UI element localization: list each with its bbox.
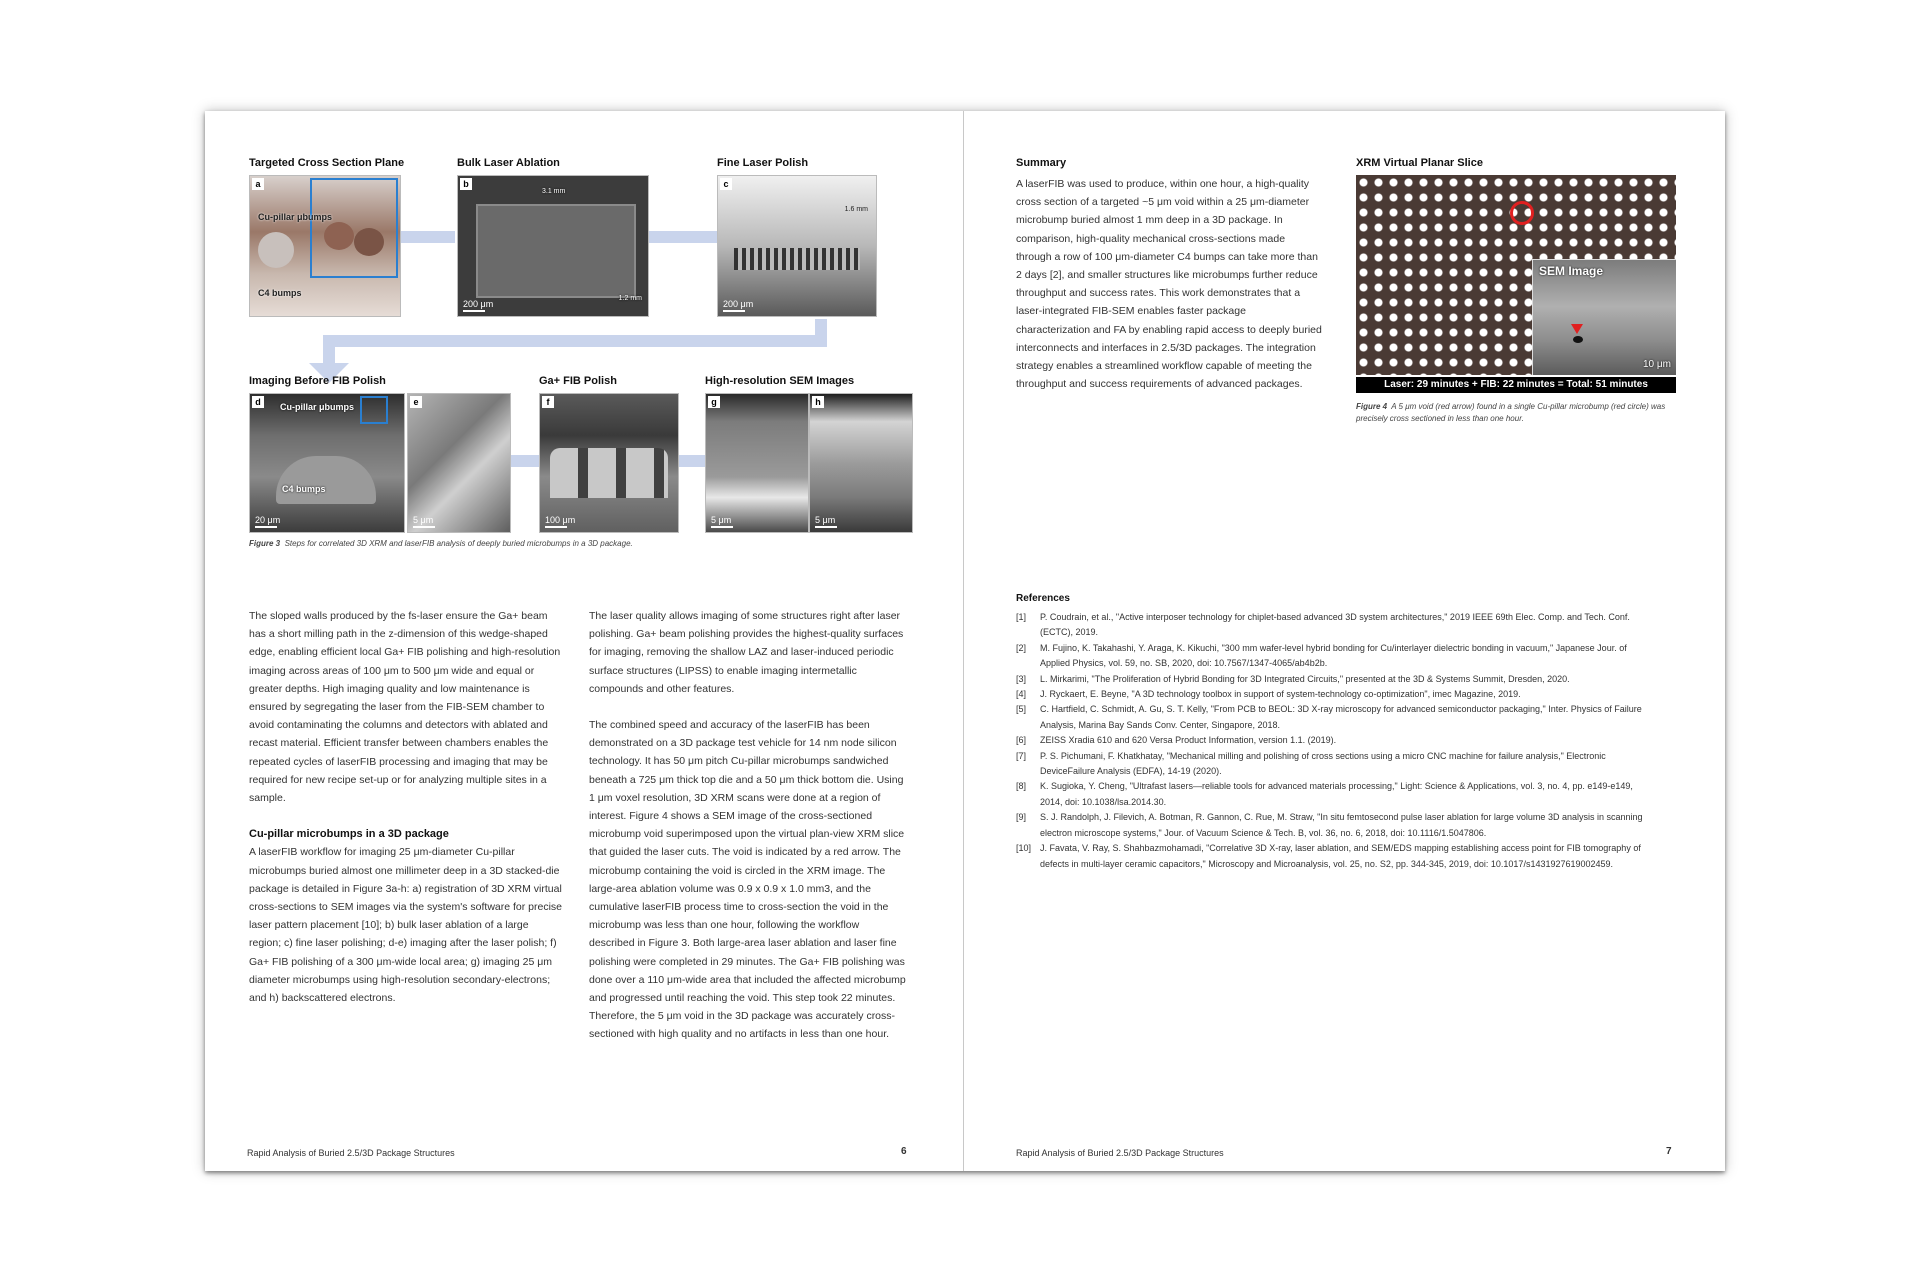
figure-3-caption bbox=[249, 539, 909, 548]
paragraph: The sloped walls produced by the fs-laser ensure the Ga+ beam has a short milling path in the z-dimension of this wedge-shaped edge, enabling efficient local Ga+ FIB polishing and high-resolution imaging across areas of 100 μm to 500 μm wide and equal or greater depths. High imaging quality and low maintenance is ensured by segregating the laser from the FIB-SEM chamber to avoid contaminating the columns and detectors with ablated and recast material. Efficient transfer between chambers enables the repeated cycles of laserFIB processing and imaging that may be required for new recipe set-up or for analyzing multiple sites in a sample. bbox=[249, 610, 561, 805]
c4-bump-section bbox=[276, 456, 376, 504]
flow-connector bbox=[323, 335, 335, 365]
figure-4-caption-text: A 5 μm void (red arrow) found in a single Cu-pillar microbump (red circle) was precisely cross sectioned in less than one hour. bbox=[1356, 402, 1666, 423]
figure-3-label: Figure 3 bbox=[249, 539, 281, 548]
references-list bbox=[1016, 610, 1656, 872]
reference-item: [2] M. Fujino, K. Takahashi, Y. Araga, K. Kikuchi, "300 mm wafer-level hybrid bonding for Cu/interlayer dielectric bonding in vacuum," Japanese Jour. of Applied Physics, vol. 59, no. SB, 2020, doi: 10.7567/1347-4065/ab4b2b. bbox=[1016, 642, 1627, 669]
brochure-spread bbox=[205, 111, 1725, 1171]
reference-item: [3] L. Mirkarimi, "The Proliferation of Hybrid Bonding for 3D Integrated Circuits," presented at the 3D & Systems Summit, Dresden, 2020. bbox=[1016, 673, 1570, 684]
void-mark bbox=[1573, 336, 1583, 343]
tag-c4-bumps: C4 bumps bbox=[258, 288, 302, 298]
figure-4-label: Figure 4 bbox=[1356, 402, 1388, 411]
scale-bar: 100 μm bbox=[545, 515, 575, 528]
reference-item: [6] ZEISS Xradia 610 and 620 Versa Product Information, version 1.1. (2019). bbox=[1016, 735, 1337, 746]
reference-item: [7] P. S. Pichumani, F. Khatkhatay, "Mechanical milling and polishing of cross sections using a micro CNC machine for failure analysis," Electronic DeviceFailure Analysis (EDFA), 14-19 (2020). bbox=[1016, 750, 1606, 777]
paragraph: The laser quality allows imaging of some structures right after laser polishing. Ga+ beam polishing provides the highest-quality surfaces for imaging, removing the shallow LAZ and laser-induced periodic surface structures (LIPSS) to enable imaging intermetallic compounds and other features. bbox=[589, 610, 904, 695]
panel-label-c: c bbox=[720, 178, 732, 190]
summary-heading: Summary bbox=[1016, 157, 1067, 169]
reference-item: [10] J. Favata, V. Ray, S. Shahbazmohamadi, "Correlative 3D X-ray, laser ablation, and SEM/EDS mapping establishing access point for FIB tomography of defects in multi-layer ceramic capacitors," Microscopy and Microanalysis, vol. 25, no. S2, pp. 344-345, 2019, doi: 10.1017/s1431927619002459. bbox=[1016, 843, 1641, 869]
paragraph: The combined speed and accuracy of the laserFIB has been demonstrated on a 3D package test vehicle for 14 nm node silicon technology. It has 50 μm pitch Cu-pillar microbumps sandwiched beneath a 725 μm thick top die and a 50 μm thick bottom die. Using 1 μm voxel resolution, 3D XRM scans were done at a region of interest. Figure 4 shows a SEM image of the cross-sectioned microbump void superimposed upon the virtual plan-view XRM slice that guided the laser cuts. The void is indicated by a red arrow. The microbump containing the void is circled in the XRM image. The large-area ablation volume was 0.9 x 0.9 x 1.0 mm3, and the cumulative laserFIB process time to cross-section the void in the microbump was less than one hour, following the workflow described in Figure 3. Both large-area laser ablation and laser fine polishing were completed in 29 minutes. The Ga+ FIB polishing was done over a 110 μm-wide area that included the affected microbump and progressed until reaching the void. This step took 22 minutes. Therefore, the 5 μm void in the 3D package was accurately cross-sectioned with high quality and no artifacts in less than one hour. bbox=[589, 719, 906, 1041]
panel-title-fine-laser-polish: Fine Laser Polish bbox=[717, 157, 809, 169]
reference-item: [4] J. Ryckaert, E. Beyne, "A 3D technology toolbox in support of system-technology co-optimization", imec Magazine, 2019. bbox=[1016, 689, 1521, 700]
dim-width: 3.1 mm bbox=[542, 188, 566, 195]
panel-title-targeted-cross-section: Targeted Cross Section Plane bbox=[249, 157, 405, 169]
scale-bar: 5 μm bbox=[413, 515, 435, 528]
panel-title-imaging-before-fib: Imaging Before FIB Polish bbox=[249, 375, 386, 387]
panel-a-xrm-render bbox=[249, 175, 401, 317]
tag-cu-pillar: Cu-pillar μbumps bbox=[280, 402, 355, 412]
dim-depth: 1.2 mm bbox=[618, 295, 642, 302]
tag-c4-bumps: C4 bumps bbox=[282, 484, 326, 494]
panel-g-secondary-electron-image bbox=[705, 393, 809, 533]
page-number: 6 bbox=[901, 1146, 907, 1157]
xrm-virtual-slice-image bbox=[1356, 175, 1676, 375]
scale-bar: 200 μm bbox=[463, 299, 493, 312]
figure-3-caption-text: Steps for correlated 3D XRM and laserFIB analysis of deeply buried microbumps in a 3D package. bbox=[284, 539, 633, 548]
tag-cu-pillar: Cu-pillar μbumps bbox=[258, 212, 333, 222]
panel-c-fine-polish-image bbox=[717, 175, 877, 317]
scale-bar: 200 μm bbox=[723, 299, 753, 312]
panel-label-f: f bbox=[542, 396, 554, 408]
section-heading: Cu-pillar microbumps in a 3D package bbox=[249, 828, 449, 841]
page-7 bbox=[964, 111, 1725, 1171]
panel-title-ga-fib-polish: Ga+ FIB Polish bbox=[539, 375, 617, 387]
sem-inset-image bbox=[1532, 259, 1676, 375]
panel-d-sem-image bbox=[249, 393, 405, 533]
panel-title-hi-res-sem: High-resolution SEM Images bbox=[705, 375, 855, 387]
zoom-box bbox=[360, 396, 388, 424]
page-number: 7 bbox=[1666, 1146, 1672, 1157]
panel-f-fib-polish-image bbox=[539, 393, 679, 533]
scale-bar: 20 μm bbox=[255, 515, 280, 528]
sem-image-label: SEM Image bbox=[1539, 264, 1604, 278]
panel-label-b: b bbox=[460, 178, 472, 190]
page-6 bbox=[205, 111, 964, 1171]
scale-bar: 5 μm bbox=[711, 515, 733, 528]
red-arrow-icon bbox=[1571, 324, 1583, 334]
panel-label-a: a bbox=[252, 178, 264, 190]
reference-item: [1] P. Coudrain, et al., "Active interposer technology for chiplet-based advanced 3D system architectures," 2019 IEEE 69th Elec. Comp. and Tech. Conf. (ECTC), 2019. bbox=[1016, 612, 1630, 638]
ablation-trench bbox=[476, 204, 636, 298]
reference-item: [9] S. J. Randolph, J. Filevich, A. Botman, R. Gannon, C. Rue, M. Straw, "In situ femtosecond pulse laser ablation for large volume 3D analysis in scanning electron microscope systems," Jour. of Vacuum Science & Tech. B, vol. 36, no. 6, 2018, doi: 10.1116/1.5047806. bbox=[1016, 812, 1643, 838]
xrm-title: XRM Virtual Planar Slice bbox=[1356, 157, 1483, 169]
flow-connector bbox=[641, 231, 721, 243]
scale-bar: 5 μm bbox=[815, 515, 837, 528]
cross-section-plane-box bbox=[310, 178, 398, 278]
microbump-row bbox=[550, 448, 668, 498]
red-circle-highlight bbox=[1510, 201, 1534, 225]
paragraph: A laserFIB workflow for imaging 25 μm-diameter Cu-pillar microbumps buried almost one millimeter deep in a 3D stacked-die package is detailed in Figure 3a-h: a) registration of 3D XRM virtual cross-sections to SEM images via the system's software for precise laser pattern placement [10]; b) bulk laser ablation of a large region; c) fine laser polishing; d-e) imaging after the laser polish; f) Ga+ FIB polishing of a 300 μm-wide local area; g) imaging 25 μm diameter microbumps using high-resolution secondary-electrons; and h) backscattered electrons. bbox=[249, 846, 563, 1005]
reference-item: [5] C. Hartfield, C. Schmidt, A. Gu, S. T. Kelly, "From PCB to BEOL: 3D X-ray microscopy for advanced semiconductor packaging," Inter. Physics of Failure Analysis, Marina Bay Sands Conv. Center, Singapore, 2018. bbox=[1016, 704, 1642, 730]
left-column-2 bbox=[589, 607, 907, 1062]
summary-text: A laserFIB was used to produce, within one hour, a high-quality cross section of a targeted ~5 μm void within a 25 μm-diameter microbump buried almost 1 mm deep in a 3D package. In comparison, high-quality mechanical cross-sections made through a row of 100 μm-diameter C4 bumps can take more than 2 days [2], and smaller structures like microbumps further reduce throughput and success rates. This work demonstrates that a laser-integrated FIB-SEM enables faster package characterization and FA by enabling rapid access to deeply buried interconnects and interfaces in 2.5/3D packages. The integration strategy enables a streamlined workflow capable of meeting the throughput and success requirements of advanced packages. bbox=[1016, 178, 1322, 391]
references-heading: References bbox=[1016, 593, 1070, 604]
c4-bump-shape bbox=[354, 228, 384, 256]
panel-label-d: d bbox=[252, 396, 264, 408]
panel-e-sem-zoom bbox=[407, 393, 511, 533]
panel-h-backscatter-image bbox=[809, 393, 913, 533]
dim-depth: 1.6 mm bbox=[844, 206, 868, 213]
c4-bump-shape bbox=[258, 232, 294, 268]
panel-label-e: e bbox=[410, 396, 422, 408]
panel-b-laser-ablation-image bbox=[457, 175, 649, 317]
page-footer: Rapid Analysis of Buried 2.5/3D Package Structures bbox=[1016, 1148, 1224, 1158]
time-banner: Laser: 29 minutes + FIB: 22 minutes = Total: 51 minutes bbox=[1356, 377, 1676, 393]
reference-item: [8] K. Sugioka, Y. Cheng, "Ultrafast lasers—reliable tools for advanced materials processing," Light: Science & Applications, vol. 3, no. 4, pp. e149-e149, 2014, doi: 10.1038/lsa.2014.30. bbox=[1016, 781, 1633, 807]
bump-row bbox=[734, 248, 860, 270]
c4-bump-shape bbox=[324, 222, 354, 250]
sem-scale: 10 μm bbox=[1643, 359, 1671, 370]
panel-label-h: h bbox=[812, 396, 824, 408]
panel-label-g: g bbox=[708, 396, 720, 408]
panel-title-bulk-laser-ablation: Bulk Laser Ablation bbox=[457, 157, 560, 169]
flow-connector bbox=[395, 231, 455, 243]
left-column-1 bbox=[249, 607, 563, 1025]
figure-4-caption bbox=[1356, 401, 1674, 425]
page-footer: Rapid Analysis of Buried 2.5/3D Package Structures bbox=[247, 1148, 455, 1158]
flow-connector bbox=[323, 335, 827, 347]
